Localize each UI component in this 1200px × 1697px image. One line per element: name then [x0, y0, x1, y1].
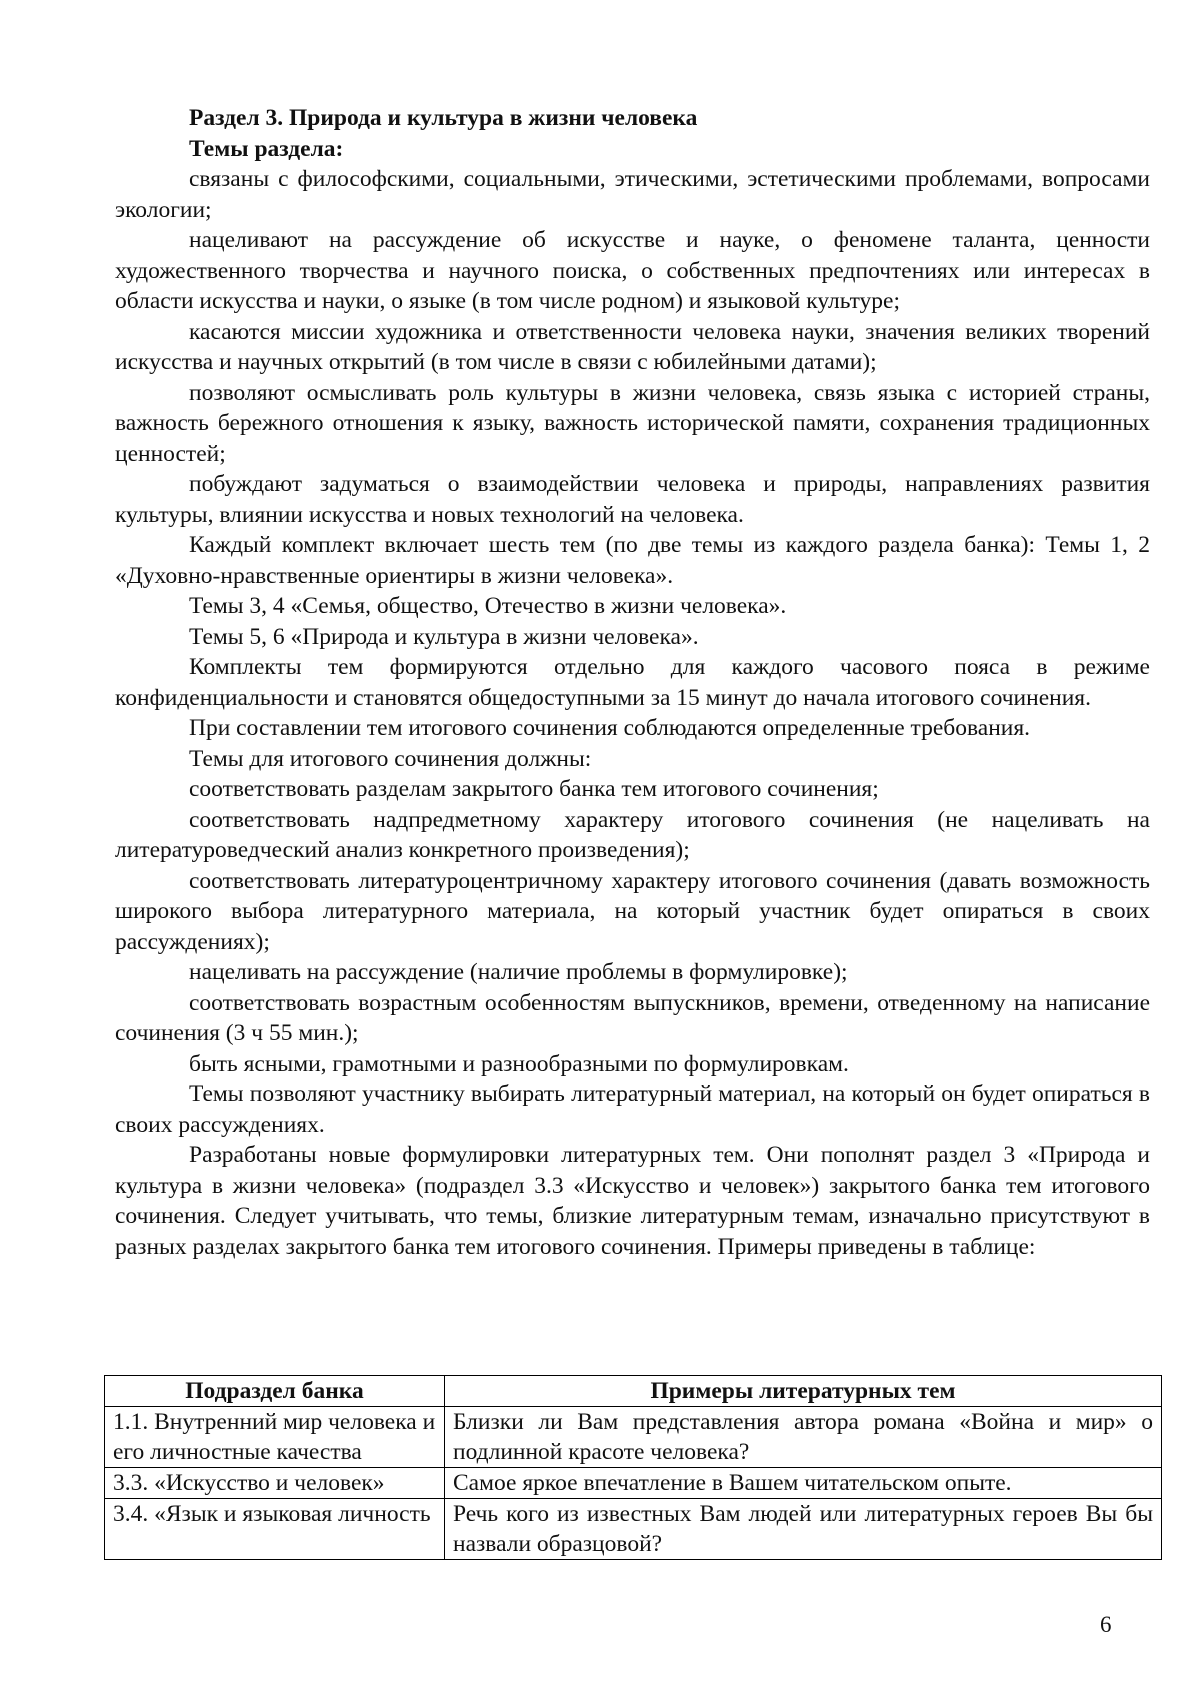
section-heading: Раздел 3. Природа и культура в жизни человека	[189, 105, 698, 131]
paragraph: соответствовать литературоцентричному характеру итогового сочинения (давать возможность широкого выбора литературного материала, на который участник будет опираться в своих рассуждениях);	[115, 867, 1150, 955]
paragraph: При составлении тем итогового сочинения соблюдаются определенные требования.	[189, 715, 1031, 741]
paragraph: Комплекты тем формируются отдельно для каждого часового пояса в режиме конфиденциальности и становятся общедоступными за 15 минут до начала итогового сочинения.	[115, 654, 1150, 711]
paragraph: нацеливать на рассуждение (наличие проблемы в формулировке);	[189, 959, 848, 985]
table-row	[105, 1407, 1162, 1468]
paragraph: позволяют осмысливать роль культуры в жизни человека, связь языка с историей страны, важность бережного отношения к языку, важность исторической памяти, сохранения традиционных ценностей;	[115, 379, 1150, 467]
table-cell-subsection: 3.4. «Язык и языковая личность	[105, 1499, 445, 1560]
table-cell-example: Самое яркое впечатление в Вашем читательском опыте.	[445, 1468, 1162, 1499]
paragraph: побуждают задуматься о взаимодействии человека и природы, направлениях развития культуры, влиянии искусства и новых технологий на человека.	[115, 471, 1150, 528]
topics-table	[104, 1375, 1162, 1560]
table-cell-subsection: 1.1. Внутренний мир человека и его личностные качества	[105, 1407, 445, 1468]
paragraph: Каждый комплект включает шесть тем (по две темы из каждого раздела банка): Темы 1, 2 «Духовно-нравственные ориентиры в жизни человека».	[115, 532, 1150, 589]
table-cell-subsection: 3.3. «Искусство и человек»	[105, 1468, 445, 1499]
table-cell-example: Речь кого из известных Вам людей или литературных героев Вы бы назвали образцовой?	[445, 1499, 1162, 1560]
paragraph: Темы 5, 6 «Природа и культура в жизни человека».	[189, 623, 699, 650]
topics-heading: Темы раздела:	[189, 135, 344, 162]
paragraph: соответствовать возрастным особенностям выпускников, времени, отведенному на написание сочинения (3 ч 55 мин.);	[115, 989, 1150, 1046]
paragraph: Темы позволяют участнику выбирать литературный материал, на который он будет опираться в своих рассуждениях.	[115, 1081, 1150, 1138]
table-row	[105, 1499, 1162, 1560]
table-row	[105, 1468, 1162, 1499]
paragraph: Темы 3, 4 «Семья, общество, Отечество в жизни человека».	[189, 593, 787, 619]
paragraph: связаны с философскими, социальными, этическими, эстетическими проблемами, вопросами экологии;	[115, 166, 1150, 223]
paragraph: соответствовать надпредметному характеру итогового сочинения (не нацеливать на литературоведческий анализ конкретного произведения);	[115, 806, 1150, 863]
paragraph: касаются миссии художника и ответственности человека науки, значения великих творений искусства и научных открытий (в том числе в связи с юбилейными датами);	[115, 318, 1150, 375]
table-cell-example: Близки ли Вам представления автора романа «Война и мир» о подлинной красоте человека?	[445, 1407, 1162, 1468]
paragraph: Темы для итогового сочинения должны:	[189, 745, 592, 772]
page-number: 6	[1100, 1612, 1112, 1637]
column-header-examples: Примеры литературных тем	[445, 1376, 1162, 1407]
table-header-row	[105, 1376, 1162, 1407]
paragraph: быть ясными, грамотными и разнообразными по формулировкам.	[189, 1050, 849, 1077]
body-text	[115, 103, 1150, 1262]
column-header-subsection: Подраздел банка	[105, 1376, 445, 1407]
paragraph: соответствовать разделам закрытого банка тем итогового сочинения;	[189, 776, 879, 802]
paragraph: нацеливают на рассуждение об искусстве и науке, о феномене таланта, ценности художественного творчества и научного поиска, о собственных предпочтениях или интересах в области искусства и науки, о языке (в том числе родном) и языковой культуре;	[115, 227, 1150, 314]
paragraph: Разработаны новые формулировки литературных тем. Они пополнят раздел 3 «Природа и культура в жизни человека» (подраздел 3.3 «Искусство и человек») закрытого банка тем итогового сочинения. Следует учитывать, что темы, близкие литературным темам, изначально присутствуют в разных разделах закрытого банка тем итогового сочинения. Примеры приведены в таблице:	[115, 1142, 1150, 1260]
